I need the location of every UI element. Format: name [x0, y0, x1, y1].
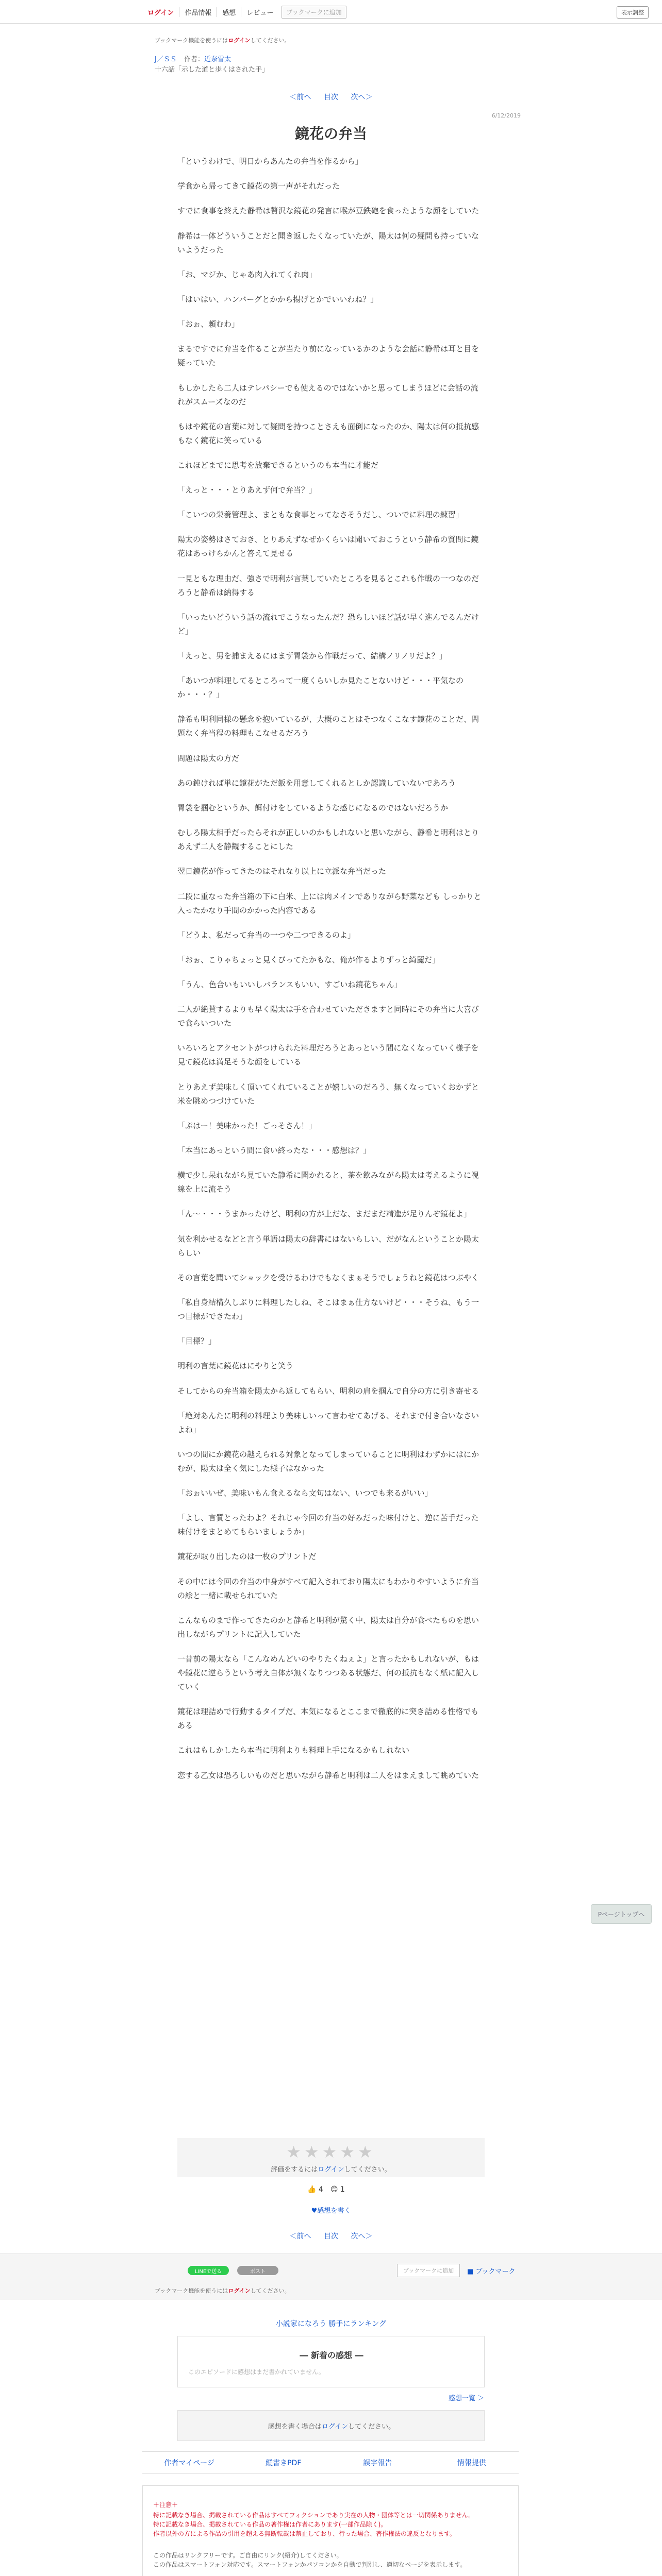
body-paragraph: こんなものまで作ってきたのかと静希と明利が驚く中、陽太は自分が食べたものを思い出しながらプリントに記入していた [177, 1615, 479, 1639]
share-line-button[interactable]: LINEで送る [188, 2266, 229, 2275]
review-login-link[interactable]: ログイン [321, 2423, 349, 2431]
bookmark-notice-login-link-bottom[interactable]: ログイン [228, 2287, 251, 2294]
body-paragraph: 「えっと、男を捕まえるにはまず胃袋から作戦だって、結構ノリノリだよ？」 [177, 651, 447, 660]
reaction-smile[interactable]: 😊 1 [330, 2185, 345, 2194]
ranking-link[interactable]: 小説家になろう 勝手にランキング [275, 2320, 387, 2328]
toc-link-bottom[interactable]: 目次 [324, 2232, 338, 2241]
body-paragraph: 一見ともな理由だ、強さで明利が言葉していたところを見るとこれも作戦の一つなのだろうと静希は納得する [177, 573, 479, 597]
new-reviews-box [177, 2336, 485, 2387]
body-paragraph: 「おぉいいぜ、美味いもん食えるなら文句はない、いつでも来るがいい」 [177, 1488, 433, 1498]
band-bookmark-add-button[interactable]: ブックマークに追加 [397, 2264, 460, 2277]
top-navigation [0, 0, 662, 24]
info-line: この作品はスマートフォン対応です。スマートフォンかパソコンかを自動で判別し、適切なページを表示します。 [153, 2561, 467, 2568]
reactions [307, 2185, 345, 2194]
no-reviews-text: このエピソードに感想はまだ書かれていません。 [188, 2368, 325, 2376]
band-bookmark-link[interactable]: ■ ブックマーク [467, 2268, 516, 2276]
body-paragraph: 問題は陽太の方だ [177, 753, 240, 763]
body-paragraph: そしてからの弁当箱を陽太から返してもらい、明利の肩を掴んで自分の方に引き寄せる [177, 1386, 479, 1396]
login-link[interactable]: ログイン [147, 9, 174, 17]
novel-body [177, 155, 485, 1793]
body-paragraph: 恋する乙女は恐ろしいものだと思いながら静希と明利は二人をはまえまして眺めていた [177, 1770, 479, 1780]
page-top-button[interactable]: Pページトップへ [591, 1904, 652, 1924]
bookmark-add-button[interactable]: ブックマークに追加 [282, 6, 346, 19]
body-paragraph: 静希も明利同様の懸念を抱いているが、大概のことはそつなくこなす鏡花のことだ、問題なく弁当程の料理もこなせるだろう [177, 715, 479, 738]
body-paragraph: 気を利かせるなどと言う単語は陽太の辞書にはないらしい、だがなんということか陽太らしい [177, 1234, 479, 1258]
share-post-button[interactable]: ポスト [237, 2266, 278, 2275]
display-settings-button[interactable]: 表示調整 [617, 6, 649, 19]
body-paragraph: すでに食事を終えた静希は贅沢な鏡花の発言に喉が豆鉄砲を食ったような顔をしていた [177, 206, 479, 216]
body-paragraph: 明利の言葉に鏡花はにやりと笑う [177, 1361, 294, 1371]
body-paragraph: 「はいはい、ハンバーグとかから揚げとかでいいわね？」 [177, 294, 378, 304]
bookmark-icon: ■ [467, 2268, 474, 2276]
body-paragraph: もしかしたら二人はテレパシーでも使えるのではないかと思ってしまうほどに会話の流れがスムーズなのだ [177, 383, 478, 406]
body-paragraph: 「どうよ、私だって弁当の一つや二つできるのよ」 [177, 930, 356, 940]
bookmark-notice: ブックマーク機能を使うにはログインしてください。 [155, 37, 290, 44]
body-paragraph: むしろ陽太相手だったらそれが正しいのかもしれないと思いながら、静希と明利はとりあえず二人を静観することにした [177, 828, 479, 852]
next-link-bottom[interactable]: 次へ＞ [351, 2232, 373, 2241]
body-paragraph: 鏡花が取り出したのは一枚のプリントだ [177, 1552, 317, 1562]
body-paragraph: 「私自身結構久しぶりに料理したしね、そこはまぁ仕方ないけど・・・そうね、もう一つ目標ができたわ」 [177, 1297, 479, 1321]
info-report-link[interactable]: 情報提供 [457, 2459, 486, 2467]
info-line: この作品はリンクフリーです。ご自由にリンク(紹介)してください。 [153, 2552, 343, 2559]
footer-links [142, 2451, 519, 2474]
notice-line: 特に記載なき場合、掲載されている作品はすべてフィクションであり実在の人物・団体等とは一切関係ありません。 [153, 2512, 475, 2519]
body-paragraph: 静希は一体どういうことだと聞き返したくなっていたが、陽太は何の疑問も持っていないようだった [177, 231, 479, 255]
body-paragraph: 「おぉ、頼むわ」 [177, 319, 240, 329]
body-paragraph: 「というわけで、明日からあんたの弁当を作るから」 [177, 157, 363, 166]
reaction-good[interactable]: 👍 4 [307, 2185, 323, 2194]
bookmark-notice-login-link[interactable]: ログイン [228, 37, 251, 44]
body-paragraph: 「絶対あんたに明利の料理より美味しいって言わせてあげる、それまで付き合いなさいよね」 [177, 1411, 479, 1434]
body-paragraph: いつの間にか鏡花の越えられる対象となってしまっていることに明利はわずかにはにかむが、陽太は全く気にした様子はなかった [177, 1449, 479, 1473]
body-paragraph: 二人が絶賛するよりも早く陽太は手を合わせていただきますと同時にその弁当に大喜びで食らいついた [177, 1005, 479, 1028]
toc-link[interactable]: 目次 [324, 93, 338, 101]
notice-line: 作者以外の方による作品の引用を超える無断転載は禁止しており、行った場合、著作権法の違反となります。 [153, 2530, 456, 2537]
body-paragraph: その中には今回の弁当の中身がすべて記入されており陽太にもわかりやすいように弁当の絵と一緒に載せられていた [177, 1577, 479, 1600]
body-paragraph: 「よし、言質とったわよ？それじゃ今回の弁当の好みだった味付けと、逆に苦手だった味付けをまとめてもらいましょうか」 [177, 1513, 479, 1537]
episode-title: 鏡花の弁当 [294, 125, 367, 142]
notice-line: 特に記載なき場合、掲載されている作品の著作権は作者にあります(一部作品除く)。 [153, 2521, 387, 2528]
share-band [0, 2253, 662, 2300]
prev-link-bottom[interactable]: ＜前へ [289, 2232, 311, 2241]
body-paragraph: 胃袋を掴むというか、餌付けをしているような感じになるのではないだろうか [177, 803, 449, 812]
body-paragraph: 一昔前の陽太なら「こんなめんどいのやりたくねぇよ」と言ったかもしれないが、もはや鏡花に逆らうという考え自体が無くなりつつある状態だ、何の抵抗もなく紙に記入していく [177, 1654, 479, 1691]
author-mypage-link[interactable]: 作者マイページ [164, 2459, 214, 2467]
body-paragraph: まるですでに弁当を作ることが当たり前になっているかのような会話に静希は耳と目を疑っていた [177, 344, 479, 368]
body-paragraph: 「目標？」 [177, 1336, 217, 1346]
rating-stars[interactable]: ★★★★★ [286, 2142, 376, 2162]
body-paragraph: これはもしかしたら本当に明利よりも料理上手になるかもしれない [177, 1745, 410, 1755]
nav-reviews[interactable]: 感想 [217, 7, 241, 17]
new-reviews-heading: ― 新着の感想 ― [300, 2350, 363, 2360]
body-paragraph: いろいろとアクセントがつけられた料理だろうとあっという間になくなっていく様子を見て鏡花は満足そうな顔をしている [177, 1043, 479, 1067]
prev-link[interactable]: ＜前へ [289, 93, 311, 101]
write-review-link[interactable]: ♥感想を書く [311, 2207, 351, 2215]
body-paragraph: 「えっと・・・とりあえず何で弁当？」 [177, 485, 317, 495]
body-paragraph: 横で少し呆れながら見ていた静希に聞かれると、茶を飲みながら陽太は考えるように視線を上に流そう [177, 1171, 479, 1194]
review-list-link[interactable]: 感想一覧 ＞ [449, 2395, 485, 2402]
rating-note: 評価をするにはログインしてください。 [271, 2166, 391, 2174]
author-link[interactable]: 近奈雪太 [204, 56, 231, 63]
top-nav-bar [142, 5, 519, 19]
notice-title: ＋注意＋ [153, 2501, 178, 2509]
body-paragraph: あの鈍ければ単に鏡花がただ飯を用意してくれるとしか認識していないであろう [177, 778, 456, 788]
series-line: J／ＳＳ 作者：近奈雪太 [155, 56, 231, 63]
body-paragraph: 陽太の姿勢はさておき、とりあえずなぜかくらいは聞いておこうという静希の質問に鏡花はあっけらかんと答えて見せる [177, 535, 479, 558]
body-paragraph: 「いったいどういう話の流れでこうなったんだ？恐らしいほど話が早く進んでるんだけど」 [177, 612, 479, 636]
body-paragraph: 二段に重なった弁当箱の下に白米、上には肉メインでありながら野菜なども しっかりと入ったかなり手間のかかった内容である [177, 891, 482, 915]
notice-box [142, 2485, 519, 2576]
thumbs-up-icon: 👍 [307, 2185, 317, 2194]
rating-login-link[interactable]: ログイン [318, 2166, 344, 2174]
body-paragraph: その言葉を聞いてショックを受けるわけでもなくまぁそうでしょうねと鏡花はつぶやく [177, 1273, 479, 1282]
body-paragraph: 「本当にあっという間に食い終ったな・・・感想は？」 [177, 1146, 371, 1155]
rating-box [177, 2138, 485, 2177]
vertical-pdf-link[interactable]: 縦書きPDF [266, 2459, 302, 2467]
body-paragraph: もはや鏡花の言葉に対して疑問を持つことさえも面倒になったのか、陽太は何の抵抗感もなく鏡花に笑っている [177, 421, 479, 445]
body-paragraph: 学食から帰ってきて鏡花の第一声がそれだった [177, 181, 340, 191]
body-paragraph: 「あいつが料理してるところって一度くらいしか見たことないけど・・・平気なのか・・・？」 [177, 676, 464, 700]
body-paragraph: 「ぷはー！美味かった！ごっそさん！」 [177, 1121, 317, 1130]
next-link[interactable]: 次へ＞ [351, 93, 373, 101]
body-paragraph: 鏡花は理詰めで行動するタイプだ、本気になるとここまで徹底的に突き詰める性格でもある [177, 1707, 479, 1731]
publish-date: 6/12/2019 [491, 112, 521, 119]
body-paragraph: 「お、マジか、じゃあ肉入れてくれ肉」 [177, 269, 317, 279]
body-paragraph: 「うん、色合いもいいしバランスもいい、すごいね鏡花ちゃん」 [177, 980, 402, 990]
body-paragraph: 翌日鏡花が作ってきたのはそれなり以上に立派な弁当だった [177, 867, 387, 876]
nav-novel-info[interactable]: 作品情報 [179, 7, 217, 17]
review-login-box: 感想を書く場合はログインしてください。 [177, 2410, 485, 2441]
pager-bottom [0, 2231, 662, 2241]
chapter-line: 十六話「示した道と歩くはされた手」 [155, 66, 269, 74]
series-link[interactable]: J／ＳＳ [155, 56, 177, 63]
smile-icon: 😊 [330, 2185, 338, 2194]
body-paragraph: 「こいつの栄養管理よ、まともな食事とってなさそうだし、ついでに料理の練習」 [177, 510, 464, 520]
body-paragraph: とりあえず美味しく頂いてくれていることが嬉しいのだろう、無くなっていくおかずと米を眺めつづけていた [177, 1082, 479, 1106]
body-paragraph: 「おぉ、こりゃちょっと見くびってたかもな、俺が作るよりずっと綺麗だ」 [177, 955, 440, 964]
nav-critique[interactable]: レビュー [241, 7, 278, 17]
pager-top [0, 92, 662, 102]
bookmark-notice-bottom: ブックマーク機能を使うにはログインしてください。 [155, 2287, 290, 2294]
typo-report-link[interactable]: 誤字報告 [363, 2459, 392, 2467]
body-paragraph: これほどまでに思考を放棄できるというのも本当に才能だ [177, 460, 379, 470]
body-paragraph: 「ん〜・・・うまかったけど、明利の方が上だな、まだまだ精進が足りんぞ鏡花よ」 [177, 1209, 472, 1219]
